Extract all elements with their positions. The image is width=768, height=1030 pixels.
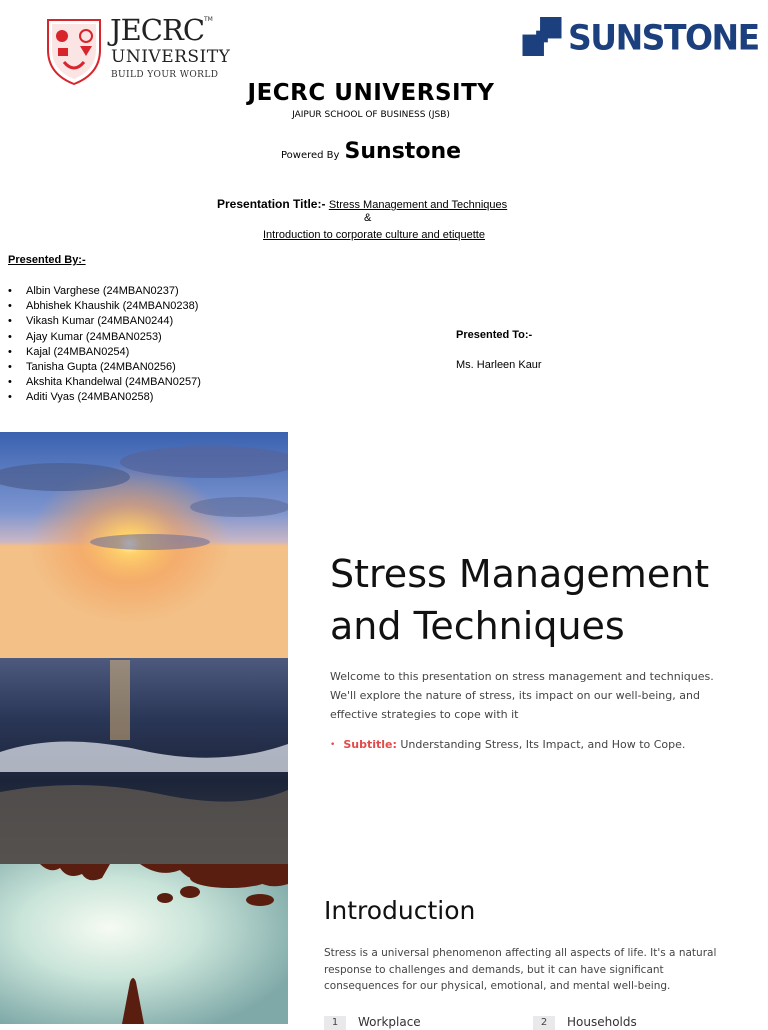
intro-title: Introduction [324, 896, 476, 925]
sunset-beach-image [0, 432, 288, 864]
list-item: • Albin Varghese (24MBAN0237) [8, 284, 201, 299]
sunstone-mark-icon [522, 17, 562, 56]
jecrc-logo-text: JECRC [110, 13, 205, 47]
slide-body-text: Welcome to this presentation on stress management and techniques. We'll explore the nature of stress, its impact on our well-being, and effective strategies to cope with it [330, 670, 714, 721]
jecrc-logo-sub: UNIVERSITY [111, 47, 231, 67]
list-item: • Kajal (24MBAN0254) [8, 345, 201, 360]
presented-to-label: Presented To:- [456, 329, 533, 341]
powered-by [0, 139, 742, 164]
slide-title: Stress Management and Techniques [330, 552, 710, 648]
jecrc-trademark: TM [204, 16, 213, 23]
sunstone-logo-text: SUNSTONE [568, 17, 759, 58]
jecrc-crest-logo [44, 16, 104, 86]
list-item: • Aditi Vyas (24MBAN0258) [8, 390, 201, 405]
number-badge: 2 [533, 1016, 555, 1030]
bullet-icon: • [330, 740, 336, 750]
presented-to-name: Ms. Harleen Kaur [456, 359, 542, 371]
presented-by-label: Presented By:- [8, 254, 86, 266]
item-label-households: Households [567, 1015, 637, 1029]
list-item: • Tanisha Gupta (24MBAN0256) [8, 360, 201, 375]
title-ampersand: & [364, 212, 372, 224]
subtitle-text: Understanding Stress, Its Impact, and How to Cope. [400, 738, 686, 751]
powered-by-label: Powered By [280, 150, 340, 161]
subtitle-row [330, 738, 750, 751]
list-item: • Ajay Kumar (24MBAN0253) [8, 330, 201, 345]
powered-by-name: Sunstone [344, 139, 462, 164]
presentation-title-label: Presentation Title:- [217, 197, 326, 211]
list-item: • Akshita Khandelwal (24MBAN0257) [8, 375, 201, 390]
presentation-title-2: Introduction to corporate culture and etiquette [263, 229, 485, 241]
intro-body-text: Stress is a universal phenomenon affecting all aspects of life. It's a natural response to challenges and demands, but it can have significant consequences for our physical, emotional, and mental well-being. [324, 947, 717, 992]
subtitle-label: Subtitle: [343, 738, 397, 751]
item-label-workplace: Workplace [358, 1015, 421, 1029]
presentation-title-line [217, 197, 507, 211]
member-list [8, 284, 201, 406]
jecrc-logo-tagline: BUILD YOUR WORLD [111, 70, 219, 80]
list-item: • Vikash Kumar (24MBAN0244) [8, 314, 201, 329]
list-item: • Abhishek Khaushik (24MBAN0238) [8, 299, 201, 314]
university-title: JECRC UNIVERSITY [247, 80, 495, 106]
school-name: JAIPUR SCHOOL OF BUSINESS (JSB) [292, 110, 450, 120]
number-badge: 1 [324, 1016, 346, 1030]
presentation-title-1: Stress Management and Techniques [328, 199, 508, 211]
meditation-silhouette-image [0, 864, 288, 1024]
